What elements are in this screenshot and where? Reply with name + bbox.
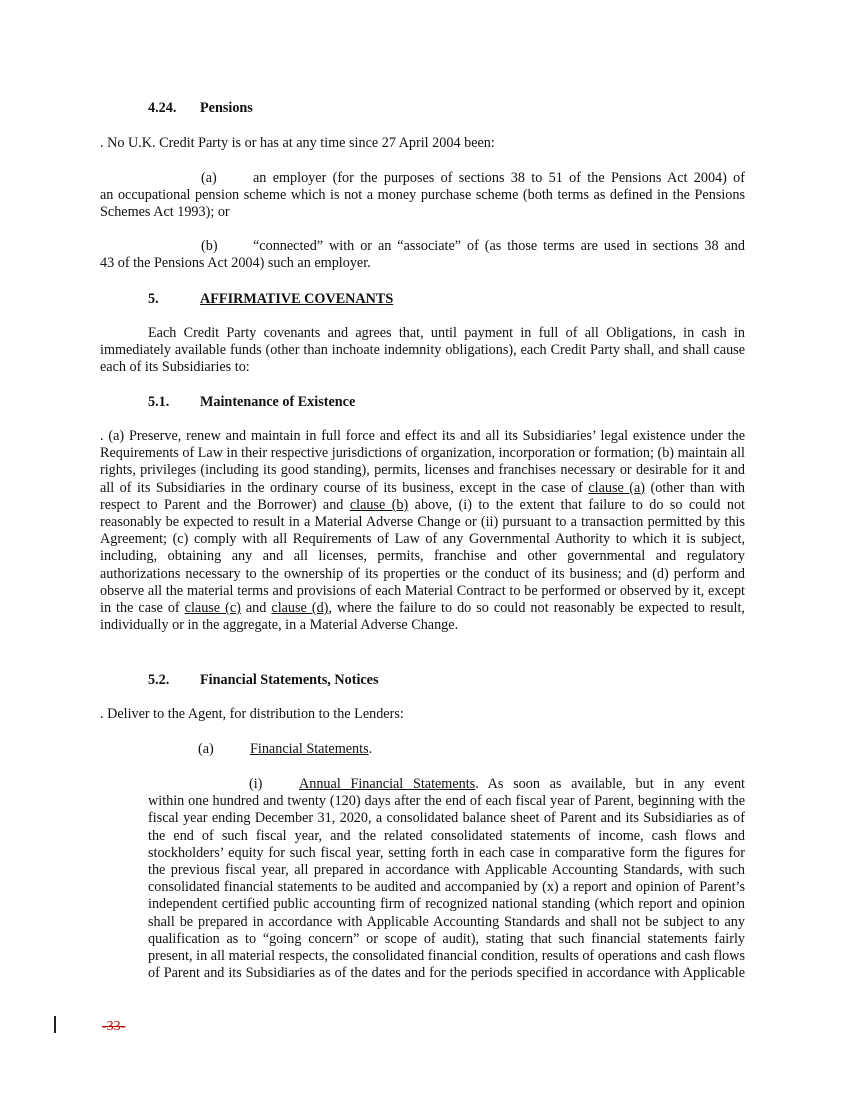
clause-b-reference[interactable]: clause (b) (349, 496, 409, 513)
covenants-paragraph: Each Credit Party covenants and agrees that, until payment in full of all Obligations, in cash in immediately available funds (other than inchoate indemnity obligations), each Credit Party shall, and shall cause each of its Subsidiaries to: (100, 325, 745, 376)
section-title: Financial Statements, Notices (200, 672, 379, 688)
pensions-item-a (100, 170, 745, 222)
clause-a-reference[interactable]: clause (a) (588, 479, 646, 496)
section-number: 5.2. (148, 672, 170, 688)
subsection-i: (i) Annual Financial Statements. As soon as available, but in any event within one hundred and twenty (120) days after the end of each fiscal year of Parent, beginning with the fiscal year ending December 31, 2020, a consolidated balance sheet of Parent and its Subsidiaries as of the end of such fiscal year, and the related consolidated statements of income, cash flows and stockholders’ equity for such fiscal year, setting forth in each case in comparative form the figures for the previous fiscal year, all prepared in accordance with Applicable Accounting Standards, with such consolidated financial statements to be audited and accompanied by (x) a report and opinion of Parent’s independent certified public accounting firm of recognized national standing (which report and opinion shall be prepared in accordance with Applicable Accounting Standards and shall not be subject to any qualification as to “going concern” or scope of audit), stating that such financial statements fairly present, in all material respects, the consolidated financial condition, results of operations and cash flows of Parent and its Subsidiaries as of the dates and for the periods specified in accordance with Applicable (148, 776, 745, 982)
pensions-intro-paragraph: . No U.K. Credit Party is or has at any time since 27 April 2004 been: (100, 135, 495, 151)
clause-c-reference[interactable]: clause (c) (184, 600, 241, 617)
clause-d-reference[interactable]: clause (d) (271, 600, 329, 617)
item-label: (b) (201, 238, 218, 254)
section-number: 4.24. (148, 100, 177, 116)
subsection-label: (a) (198, 741, 214, 757)
item-text-first: an employer (for the purposes of sections 38 to 51 of the Pensions Act 2004) of (253, 170, 745, 186)
section-number: 5. (148, 291, 159, 307)
existence-paragraph: . (a) Preserve, renew and maintain in full force and effect its and all its Subsidiaries’ legal existence under the Requirements of Law in their respective jurisdictions of organization, incorporation or formation; (b) maintain all rights, privileges (including its good standing), permits, licenses and franchises necessary or desirable for it and all of its Subsidiaries in the ordinary course of its business, except in the case of clause (a) (other than with respect to Parent and the Borrower) and clause (b) above, (i) to the extent that failure to do so could not reasonably be expected to result in a Material Adverse Change or (ii) pursuant to a transaction permitted by this Agreement; (c) comply with all Requirements of Law of any Governmental Authority to which it is subject, including, obtaining any and all licenses, permits, franchise and other governmental and regulatory authorizations necessary to the ownership of its properties or the conduct of its business; and (d) perform and observe all the material terms and provisions of each Material Contract to be performed or observed by it, except in the case of clause (c) and clause (d), where the failure to do so could not reasonably be expected to result, individually or in the aggregate, in a Material Adverse Change. (100, 428, 745, 634)
pensions-item-b (100, 238, 745, 272)
subsection-title: Financial Statements (250, 741, 369, 757)
section-heading-4-24 (148, 100, 448, 118)
section-heading-5 (148, 291, 548, 309)
deliver-paragraph: . Deliver to the Agent, for distribution to the Lenders: (100, 706, 404, 722)
subsection-a: (a) Financial Statements. (198, 741, 373, 757)
item-label: (a) (201, 170, 217, 186)
page-number: -33- (102, 1019, 126, 1034)
item-text-rest: 43 of the Pensions Act 2004) such an employer. (100, 255, 371, 272)
subsection-label: (i) (249, 776, 263, 792)
section-heading-5-1 (148, 394, 548, 412)
item-text-rest: an occupational pension scheme which is not a money purchase scheme (both terms as defined in the Pensions Schemes Act 1993); or (100, 187, 745, 221)
section-title: Pensions (200, 100, 253, 116)
item-text-first: “connected” with or an “associate” of (as those terms are used in sections 38 and (253, 238, 745, 254)
revision-margin-bar (54, 1016, 56, 1033)
section-title: Maintenance of Existence (200, 394, 356, 410)
section-heading-5-2 (148, 672, 548, 690)
subsection-text-rest: within one hundred and twenty (120) days after the end of each fiscal year of Parent, beginning with the fiscal year ending December 31, 2020, a consolidated balance sheet of Parent and its Subsidiaries as of the end of such fiscal year, and the related consolidated statements of income, cash flows and stockholders’ equity for such fiscal year, setting forth in each case in comparative form the figures for the previous fiscal year, all prepared in accordance with Applicable Accounting Standards, with such consolidated financial statements to be audited and accompanied by (x) a report and opinion of Parent’s independent certified public accounting firm of recognized national standing (which report and opinion shall be prepared in accordance with Applicable Accounting Standards and shall not be subject to any qualification as to “going concern” or scope of audit), stating that such financial statements fairly present, in all material respects, the consolidated financial condition, results of operations and cash flows of Parent and its Subsidiaries as of the dates and for the periods specified in accordance with Applicable (148, 793, 745, 982)
subsection-title: Annual Financial Statements (299, 776, 476, 792)
section-number: 5.1. (148, 394, 170, 410)
section-title: AFFIRMATIVE COVENANTS (200, 291, 394, 307)
